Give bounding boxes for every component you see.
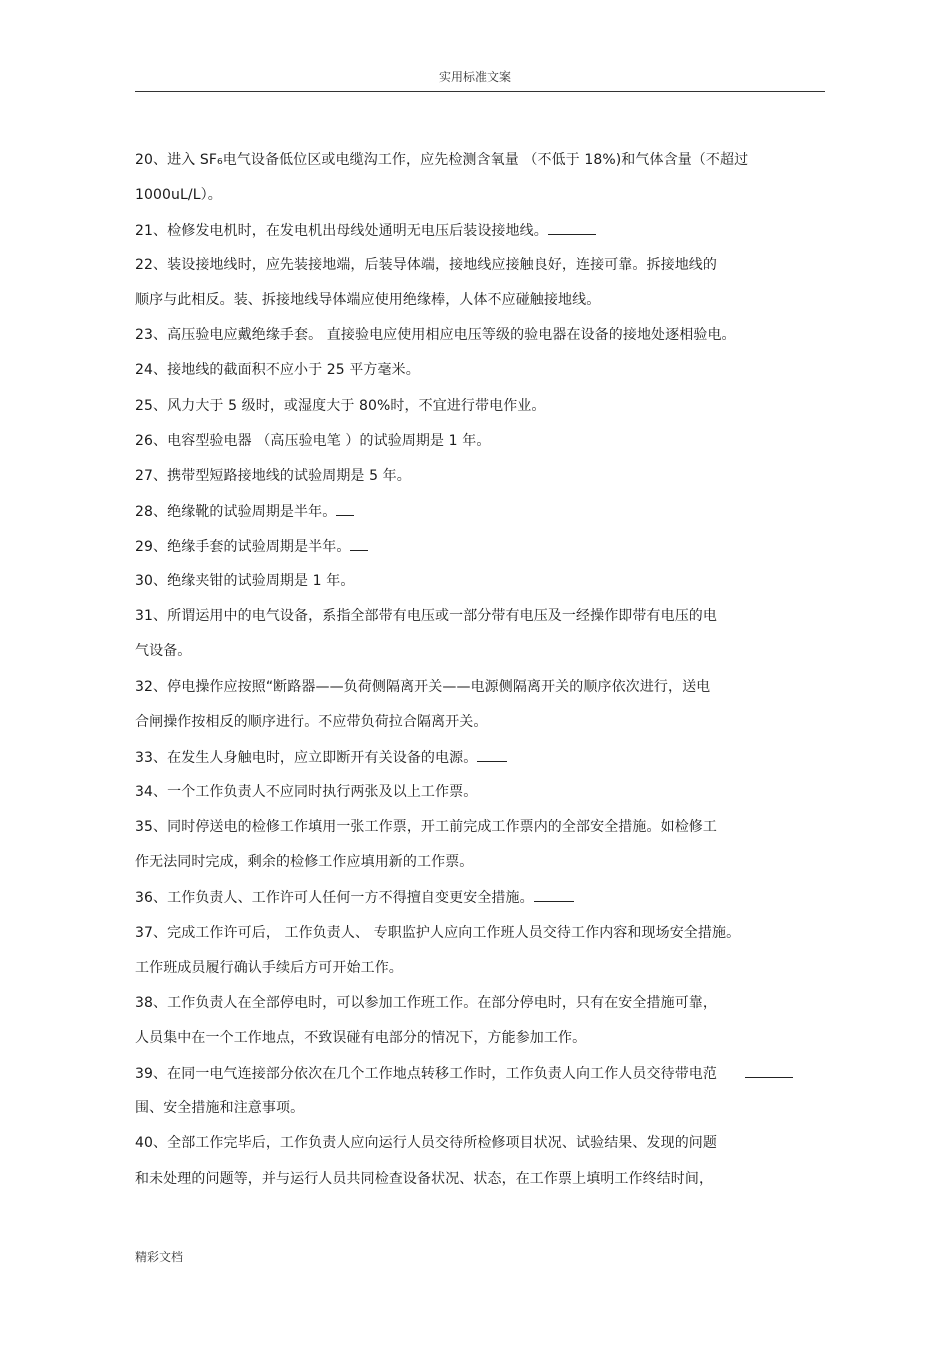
text-line bbox=[135, 501, 825, 522]
text-line: 作无法同时完成，剩余的检修工作应填用新的工作票。 bbox=[135, 854, 474, 870]
page-footer: 精彩文档 bbox=[135, 1250, 184, 1264]
text-line bbox=[135, 887, 825, 908]
text-line: 35、同时停送电的检修工作填用一张工作票，开工前完成工作票内的全部安全措施。如检修工 bbox=[135, 819, 718, 835]
answer-blank bbox=[336, 501, 354, 516]
text-line bbox=[135, 1063, 825, 1084]
text-line: 40、全部工作完毕后，工作负责人应向运行人员交待所检修项目状况、试验结果、发现的问题 bbox=[135, 1135, 718, 1151]
answer-blank bbox=[477, 747, 507, 762]
text-line: 1000uL/L）。 bbox=[135, 187, 222, 203]
text-line bbox=[135, 747, 825, 768]
text-line bbox=[135, 536, 825, 557]
text-line: 人员集中在一个工作地点，不致误碰有电部分的情况下，方能参加工作。 bbox=[135, 1030, 587, 1046]
text-line: 27、携带型短路接地线的试验周期是 5 年。 bbox=[135, 468, 411, 484]
text-line: 和未处理的问题等，并与运行人员共同检查设备状况、状态，在工作票上填明工作终结时间， bbox=[135, 1171, 714, 1187]
text-line: 26、电容型验电器 （高压验电笔 ）的试验周期是 1 年。 bbox=[135, 433, 491, 449]
answer-blank bbox=[350, 536, 368, 551]
text-line: 38、工作负责人在全部停电时，可以参加工作班工作。在部分停电时，只有在安全措施可靠， bbox=[135, 995, 718, 1011]
text-line: 围、安全措施和注意事项。 bbox=[135, 1100, 305, 1116]
header-divider bbox=[135, 91, 825, 92]
text-line: 34、一个工作负责人不应同时执行两张及以上工作票。 bbox=[135, 784, 478, 800]
text-line: 气设备。 bbox=[135, 643, 192, 659]
text-line: 合闸操作按相反的顺序进行。不应带负荷拉合隔离开关。 bbox=[135, 714, 488, 730]
line-text: 36、工作负责人、工作许可人任何一方不得擅自变更安全措施。 bbox=[135, 890, 534, 906]
answer-blank bbox=[745, 1063, 793, 1078]
text-line: 22、装设接地线时，应先装接地端，后装导体端，接地线应接触良好，连接可靠。拆接地线的 bbox=[135, 257, 718, 273]
line-text: 33、在发生人身触电时，应立即断开有关设备的电源。 bbox=[135, 750, 478, 766]
text-line: 工作班成员履行确认手续后方可开始工作。 bbox=[135, 960, 403, 976]
text-line: 30、绝缘夹钳的试验周期是 1 年。 bbox=[135, 573, 355, 589]
answer-blank bbox=[534, 887, 574, 902]
text-line: 31、所谓运用中的电气设备，系指全部带有电压或一部分带有电压及一经操作即带有电压的电 bbox=[135, 608, 718, 624]
text-line: 25、风力大于 5 级时，或湿度大于 80%时，不宜进行带电作业。 bbox=[135, 398, 546, 414]
text-line: 24、接地线的截面积不应小于 25 平方毫米。 bbox=[135, 362, 420, 378]
page-header: 实用标准文案 bbox=[438, 70, 511, 84]
text-line: 20、进入 SF₆电气设备低位区或电缆沟工作，应先检测含氧量 （不低于 18%)和气体含量（不超过 bbox=[135, 152, 749, 168]
line-text: 28、绝缘靴的试验周期是半年。 bbox=[135, 504, 337, 520]
text-line: 顺序与此相反。装、拆接地线导体端应使用绝缘棒，人体不应碰触接地线。 bbox=[135, 292, 601, 308]
text-line bbox=[135, 220, 825, 241]
line-text: 21、检修发电机时，在发电机出母线处通明无电压后装设接地线。 bbox=[135, 223, 548, 239]
text-line: 23、高压验电应戴绝缘手套。 直接验电应使用相应电压等级的验电器在设备的接地处逐相验电。 bbox=[135, 327, 736, 343]
line-text: 39、在同一电气连接部分依次在几个工作地点转移工作时，工作负责人向工作人员交待带电范 bbox=[135, 1066, 718, 1082]
answer-blank bbox=[548, 220, 596, 235]
text-line: 32、停电操作应按照“断路器——负荷侧隔离开关——电源侧隔离开关的顺序依次进行，送电 bbox=[135, 679, 711, 695]
text-line: 37、完成工作许可后， 工作负责人、 专职监护人应向工作班人员交待工作内容和现场安全措施。 bbox=[135, 925, 741, 941]
line-text: 29、绝缘手套的试验周期是半年。 bbox=[135, 539, 351, 555]
